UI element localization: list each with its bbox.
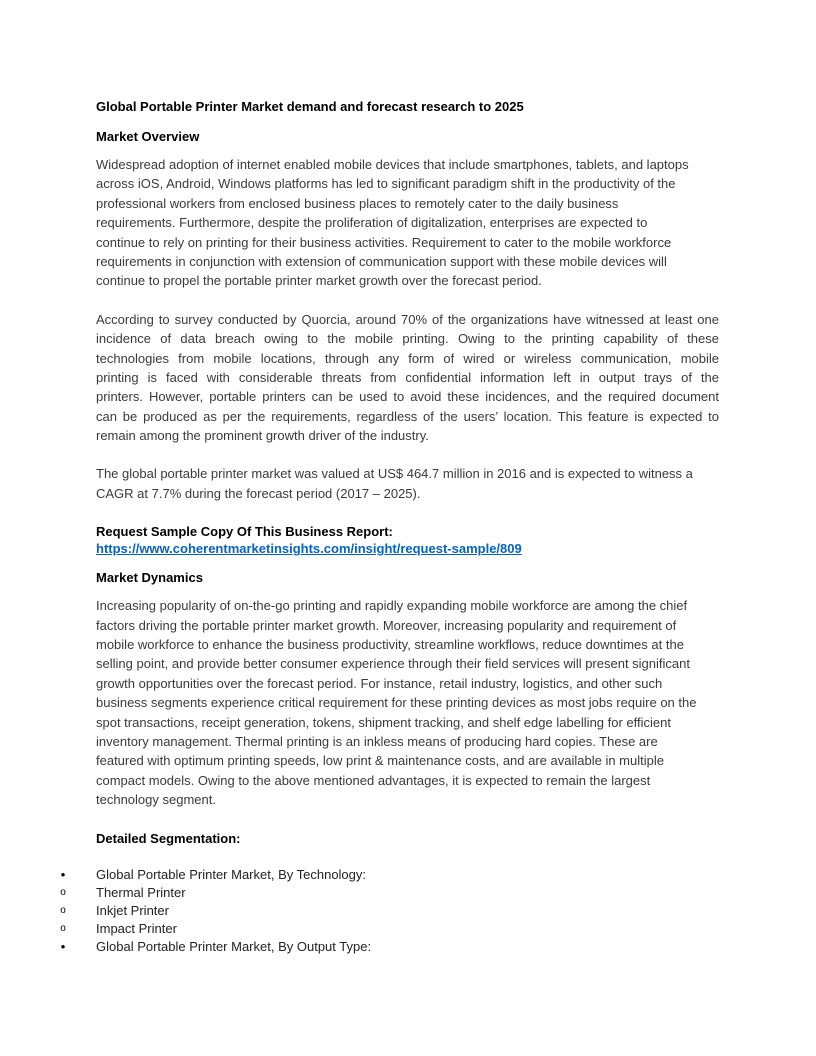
hollow-bullet-icon: o (60, 904, 66, 916)
hollow-bullet-icon: o (60, 922, 66, 934)
segmentation-list (60, 866, 719, 956)
text-line: technologies from mobile locations, through any form of wired or wireless communication, mobile (96, 350, 719, 366)
text-line: spot transactions, receipt generation, tokens, shipment tracking, and shelf edge labelling for efficient (96, 714, 671, 730)
document-title: Global Portable Printer Market demand and forecast research to 2025 (96, 99, 524, 114)
text-line: factors driving the portable printer market growth. Moreover, increasing popularity and requirement of (96, 617, 677, 633)
dynamics-heading: Market Dynamics (96, 570, 203, 586)
list-item-text: Inkjet Printer (96, 902, 169, 918)
text-line: technology segment. (96, 792, 216, 808)
text-line: CAGR at 7.7% during the forecast period (2017 – 2025). (96, 485, 421, 501)
text-line: growth opportunities over the forecast period. For instance, retail industry, logistics, and other such (96, 675, 663, 691)
text-line: can be produced as per the requirements, regardless of the users’ location. This feature is expected to (96, 408, 719, 424)
list-item-text: Impact Printer (96, 920, 177, 936)
overview-heading: Market Overview (96, 129, 200, 144)
sample-heading: Request Sample Copy Of This Business Report: (96, 524, 393, 540)
text-line: selling point, and provide better consumer experience through their field services will present significant (96, 656, 690, 672)
text-line: Widespread adoption of internet enabled mobile devices that include smartphones, tablets, and laptops (96, 157, 689, 172)
text-line: inventory management. Thermal printing is an inkless means of producing hard copies. These are (96, 733, 658, 749)
text-line: across iOS, Android, Windows platforms has led to significant paradigm shift in the productivity of the (96, 176, 676, 192)
bullet-icon: • (60, 866, 66, 882)
survey-paragraph (96, 310, 719, 446)
text-line: requirements in conjunction with extension of communication support with these mobile devices will (96, 253, 667, 269)
text-line: business segments experience critical requirement for these printing devices as most jobs require on the (96, 695, 697, 711)
text-line: printing is faced with considerable threats from confidential information left in output trays of the (96, 369, 719, 385)
overview-paragraph (96, 155, 719, 291)
text-line: mobile workforce to enhance the business productivity, streamline workflows, reduce downtimes at the (96, 637, 684, 653)
segmentation-heading: Detailed Segmentation: (96, 830, 241, 846)
list-item-text: Global Portable Printer Market, By Output Type: (96, 938, 372, 954)
text-line: requirements. Furthermore, despite the proliferation of digitalization, enterprises are expected to (96, 215, 648, 231)
bullet-icon: • (60, 938, 66, 954)
list-item (60, 938, 719, 956)
text-line: continue to rely on printing for their business activities. Requirement to cater to the mobile workforce (96, 234, 672, 250)
document-page (60, 97, 719, 956)
request-sample-link[interactable]: https://www.coherentmarketinsights.com/insight/request-sample/809 (96, 541, 522, 557)
hollow-bullet-icon: o (60, 886, 66, 898)
text-line: compact models. Owing to the above mentioned advantages, it is expected to remain the largest (96, 772, 651, 788)
text-line: featured with optimum printing speeds, low print & maintenance costs, and are available in multiple (96, 753, 664, 769)
text-line: remain among the prominent growth driver of the industry. (96, 428, 429, 444)
dynamics-paragraph (96, 596, 719, 809)
list-item (60, 920, 719, 938)
valuation-paragraph (96, 464, 719, 503)
list-item (60, 884, 719, 902)
text-line: Increasing popularity of on-the-go printing and rapidly expanding mobile workforce are among the chief (96, 598, 688, 614)
list-item (60, 902, 719, 920)
list-item-text: Global Portable Printer Market, By Technology: (96, 866, 367, 882)
text-line: The global portable printer market was valued at US$ 464.7 million in 2016 and is expected to witness a (96, 466, 693, 482)
text-line: professional workers from enclosed business places to remotely cater to the daily business (96, 195, 619, 211)
list-item-text: Thermal Printer (96, 884, 186, 900)
text-line: printers. However, portable printers can be used to avoid these incidences, and the required document (96, 389, 719, 405)
text-line: continue to propel the portable printer market growth over the forecast period. (96, 273, 542, 289)
text-line: According to survey conducted by Quorcia, around 70% of the organizations have witnessed at least one (96, 311, 719, 327)
text-line: incidence of data breach owing to the mobile printing. Owing to the printing capability of these (96, 331, 719, 347)
list-item (60, 866, 719, 884)
